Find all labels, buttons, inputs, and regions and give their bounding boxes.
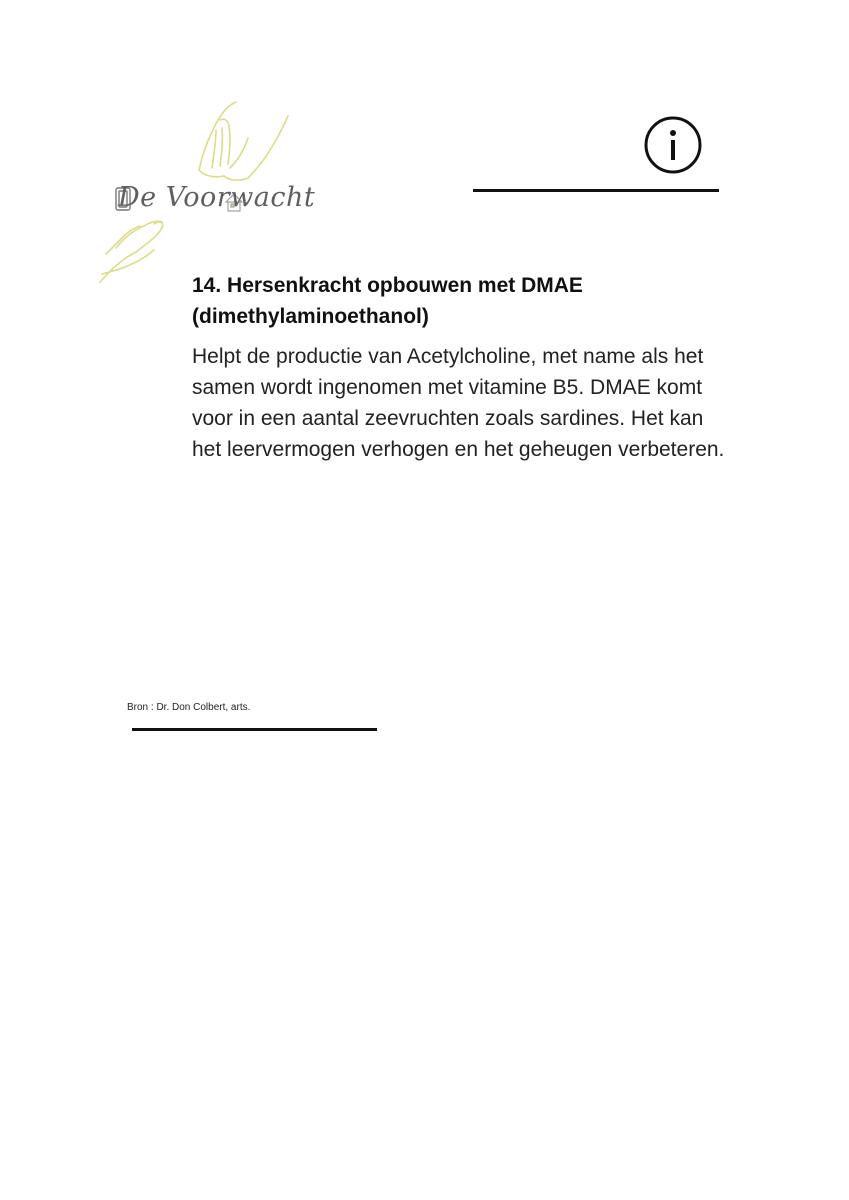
logo-text: De Voorwacht (118, 182, 316, 213)
info-icon (644, 116, 702, 174)
footer-divider (132, 728, 377, 731)
article-body: Helpt de productie van Acetylcholine, met name als het samen wordt ingenomen met vitamine B5. DMAE komt voor in een aantal zeevruchten zoals sardines. Het kan het leervermogen verhogen en het geheugen verbeteren. (192, 345, 725, 461)
article-title: 14. Hersenkracht opbouwen met DMAE (dimethylaminoethanol) (192, 274, 583, 328)
source-credit: Bron : Dr. Don Colbert, arts. (127, 702, 251, 713)
header-divider (473, 189, 719, 192)
brand-logo (98, 98, 316, 288)
